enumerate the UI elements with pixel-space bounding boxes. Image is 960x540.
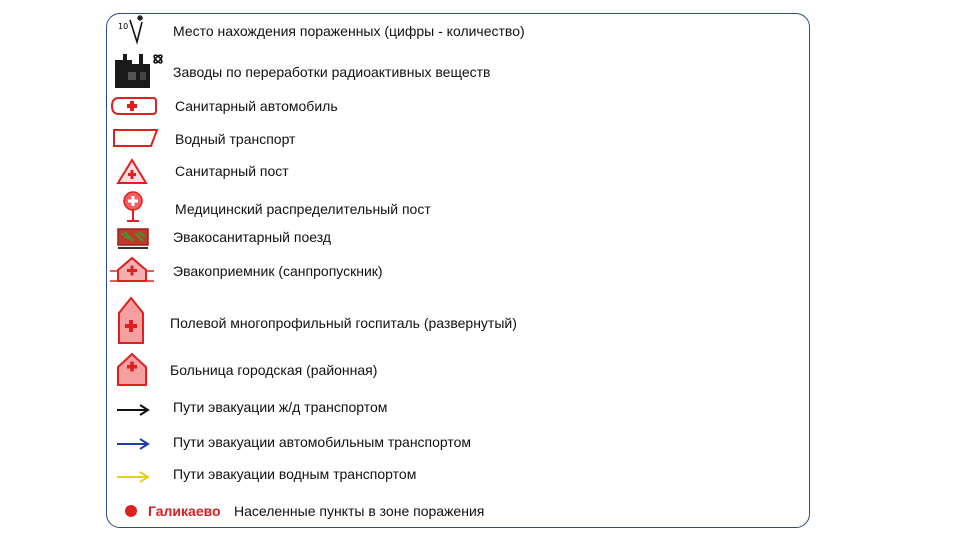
legend-label-city-hospital: Больница городская (районная) xyxy=(170,362,378,378)
medical-distribution-post-icon xyxy=(118,190,148,224)
legend-label-water-arrow: Пути эвакуации водным транспортом xyxy=(173,466,417,482)
legend-label-medical-post: Санитарный пост xyxy=(175,163,289,179)
evacuation-train-icon xyxy=(115,227,151,251)
water-transport-icon xyxy=(109,127,161,149)
legend-label-road-arrow: Пути эвакуации автомобильным транспортом xyxy=(173,434,472,450)
legend-label-radioactive-plant: Заводы по переработки радиоактивных веществ xyxy=(173,64,491,80)
legend-label-rail-arrow: Пути эвакуации ж/д транспортом xyxy=(173,399,388,415)
casualty-count-text: 10 xyxy=(118,22,129,31)
ambulance-icon xyxy=(109,95,159,117)
casualty-location-icon xyxy=(116,14,146,46)
legend-label-ambulance: Санитарный автомобиль xyxy=(175,98,338,114)
rail-arrow-icon xyxy=(114,402,152,418)
legend-label-evacuation-receiver: Эвакоприемник (санпропускник) xyxy=(173,263,383,279)
water-arrow-icon xyxy=(114,469,152,485)
road-arrow-icon xyxy=(114,436,152,452)
city-hospital-icon xyxy=(114,351,150,389)
legend-label-field-hospital: Полевой многопрофильный госпиталь (развернутый) xyxy=(170,315,517,331)
legend-label-water-transport: Водный транспорт xyxy=(175,131,296,147)
legend-label-evacuation-train: Эвакосанитарный поезд xyxy=(173,229,331,245)
legend-label-casualty-location: Место нахождения пораженных (цифры - количество) xyxy=(173,23,525,39)
evacuation-receiver-icon xyxy=(108,254,156,286)
legend-label-town: Населенные пункты в зоне поражения xyxy=(234,503,485,519)
medical-post-icon xyxy=(116,158,148,186)
field-hospital-icon xyxy=(114,295,148,347)
town-name: Галикаево xyxy=(148,503,221,519)
radioactive-plant-icon xyxy=(112,50,166,92)
town-marker-icon xyxy=(123,503,139,519)
legend-label-medical-distribution-post: Медицинский распределительный пост xyxy=(175,201,431,217)
